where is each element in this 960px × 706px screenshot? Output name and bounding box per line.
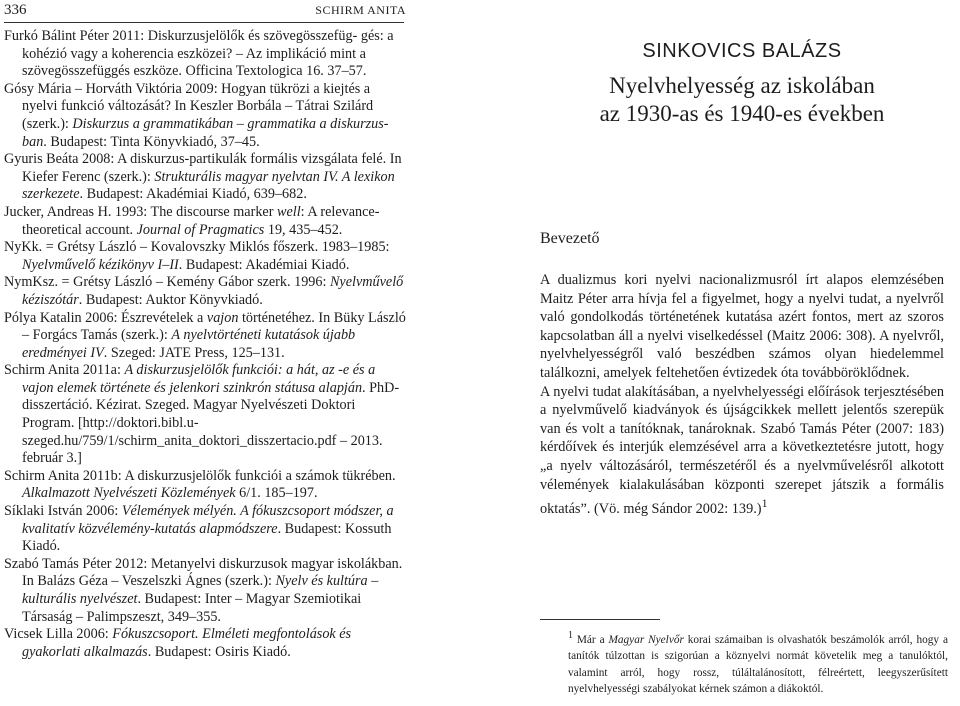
reference-entry [4, 362, 408, 468]
text-span: Jucker, Andreas H. 1993: The discourse marker [4, 203, 277, 220]
italic-span: Nyelvművelő kéziszótár [22, 274, 404, 308]
text-span: . Budapest: Kossuth Kiadó. [22, 520, 392, 555]
italic-span: Strukturális magyar nyelvtan IV. A lexikon szerkezete [22, 168, 395, 203]
italic-span: Alkalmazott Nyelvészeti Közlemények [22, 485, 236, 502]
article-title [540, 72, 944, 128]
reference-entry [4, 151, 408, 204]
footnote-rule [540, 619, 660, 620]
text-span: . Budapest: Akadémiai Kiadó, 639–682. [79, 186, 307, 203]
text-span: történetéhez. In Büky László – Forgács Tamás (szerk.): [22, 309, 406, 344]
italic-span: Magyar Nyelvőr [608, 633, 684, 646]
reference-list [4, 28, 408, 661]
left-page [0, 0, 416, 706]
text-span: NyKk. = Grétsy László – Kovalovszky Miklós főszerk. 1983–1985: [4, 239, 390, 256]
text-span: Pólya Katalin 2006: Észrevételek a [4, 309, 207, 326]
text-span: Síklaki István 2006: [4, 503, 122, 520]
reference-entry [4, 310, 408, 363]
reference-entry [4, 274, 408, 309]
text-span: . Budapest: Auktor Könyvkiadó. [78, 291, 263, 308]
reference-entry [4, 468, 408, 503]
text-span: A dualizmus kori nyelvi nacionalizmusról írt alapos elemzésében Maitz Péter arra hívja fel a figyelmet, hogy a nyelvi tudat, a nyelvről való gondolkodás történetének kutatása azért fontos, mert az szoros kapcsolatban áll a nyelvi viselkedéssel (Maitz 2006: 308). A nyelvről, nyelvhelyességről való beszédben számos olyan hiedelemmel találkozni, amelyek feltehetően évtizedek óta továbböröklődnek. [540, 272, 944, 381]
italic-span: Nyelvművelő kézikönyv I–II [22, 256, 179, 273]
text-span: A nyelvi tudat alakításában, a nyelvhelyességi előírások terjesztésében a nyelvművelő kiadványok és újságcikkek mellett jelentős szerepük van és volt a tanítóknak, tanároknak. Szabó Tamás Péter (2007: 183) kérdőívek és interjúk elemzésével arra a következtetésre jutott, hogy „a nyelv változásáról, természetéről és a nyelvművelésről alkotott vélemények kialakulásában központi szerepet játszik a formális oktatás”. (Vö. még Sándor 2002: 139.) [540, 383, 944, 517]
text-span: Furkó Bálint Péter 2011: Diskurzusjelölők és szövegösszefüg- [4, 28, 358, 44]
running-head: SCHIRM ANITA [315, 3, 406, 17]
footnote-text [568, 634, 948, 695]
text-span: 19, 435–452. [264, 221, 343, 238]
text-span: Schirm Anita 2011b: A diskurzusjelölők funkciói a számok tükrében. [4, 467, 396, 484]
title-line-1: Nyelvhelyesség az iskolában [609, 73, 875, 98]
body-paragraph [540, 271, 944, 383]
reference-entry [4, 204, 408, 239]
italic-span: A nyelvtörténeti kutatások újabb eredményei IV [22, 327, 356, 361]
footnote [568, 628, 948, 697]
footnote-number: 1 [568, 630, 573, 641]
text-span: Szabó Tamás Péter 2012: Metanyelvi diskurzusok magyar iskolákban. In Balázs Géza – Veszelszki Ágnes (szerk.): [4, 555, 403, 590]
text-span: Gósy Mária – Horváth Viktória 2009: Hogyan tükrözi a kiejtés a nyelvi funkció változását? In Keszler Borbála – Tátrai Szilárd (szerk.): [4, 80, 374, 132]
reference-entry [4, 81, 408, 151]
reference-entry [4, 239, 408, 274]
text-span: 6/1. 185–197. [235, 485, 318, 502]
text-span: Gyuris Beáta 2008: A diskurzus-partikulák formális vizsgálata felé. In Kiefer Ferenc (szerk.): [4, 151, 402, 185]
right-page [540, 0, 960, 706]
page-number: 336 [4, 2, 27, 18]
italic-span: Fókuszcsoport. Elméleti megfontolások és gyakorlati alkalmazás [22, 626, 352, 660]
reference-entry [4, 556, 408, 626]
text-span: Már a [573, 633, 609, 646]
section-heading: Bevezető [540, 230, 600, 247]
reference-entry [4, 626, 408, 661]
text-span: NymKsz. = Grétsy László – Kemény Gábor szerk. 1996: [4, 274, 330, 291]
title-line-2: az 1930-as és 1940-es években [599, 101, 885, 126]
text-span: Vicsek Lilla 2006: [4, 626, 113, 643]
article-author: SINKOVICS BALÁZS [642, 40, 842, 62]
text-span: Schirm Anita 2011a: [4, 362, 125, 379]
italic-span: Diskurzus a grammatikában – grammatika a diskurzus-ban [22, 115, 389, 150]
body-text [540, 271, 944, 518]
text-span: : A relevance-theoretical account. [22, 203, 380, 238]
text-span: . Budapest: Akadémiai Kiadó. [178, 256, 350, 273]
reference-entry [4, 503, 408, 556]
text-span: . Budapest: Tinta Könyvkiadó, 37–45. [43, 133, 260, 150]
text-span: . PhD-disszertáció. Kézirat. Szeged. Magyar Nyelvészeti Doktori Program. [http://doktori.bibl.u-szeged.hu/759/1/schirm_anita_doktori_disszertacio.pdf – 2013. február 3.] [22, 379, 400, 467]
footnote-marker: 1 [761, 496, 768, 511]
reference-continuation: gés: a kohézió vagy a koherencia eszközei? – Az implikáció mint a szövegösszefüggés eszköze. Officina Textologica 16. 37–57. [22, 28, 394, 80]
text-span: . Budapest: Osiris Kiadó. [147, 643, 291, 660]
italic-span: well [277, 203, 301, 220]
italic-span: vajon [206, 309, 239, 326]
italic-span: Nyelv és kultúra – kulturális nyelvészet [22, 573, 379, 607]
header-rule [4, 22, 404, 23]
italic-span: Journal of Pragmatics [136, 221, 265, 238]
italic-span: Vélemények mélyén. A fókuszcsoport módszer, a kvalitatív közvélemény-kutatás alapmódszere [22, 503, 394, 537]
text-span: . Szeged: JATE Press, 125–131. [103, 344, 285, 361]
text-span: korai számaiban is olvashatók beszámolók arról, hogy a tanítók túlzottan is szigorúan a köznyelvi normát követelik meg a tanulóktól, valamint arról, hogy rossz, túláltalánosított, félreértett, leegyszerűsített nyelvhelyességi szabályokat kérnek számon a diákoktól. [568, 633, 948, 695]
page-header [4, 2, 406, 22]
italic-span: A diskurzusjelölők funkciói: a hát, az -e és a vajon elemek története és jelenkori szinkrón státusa alapján [22, 362, 376, 396]
body-paragraph [540, 383, 944, 519]
reference-entry [4, 28, 408, 81]
text-span: . Budapest: Inter – Magyar Szemiotikai Társaság – Palimpszeszt, 349–355. [22, 591, 362, 625]
